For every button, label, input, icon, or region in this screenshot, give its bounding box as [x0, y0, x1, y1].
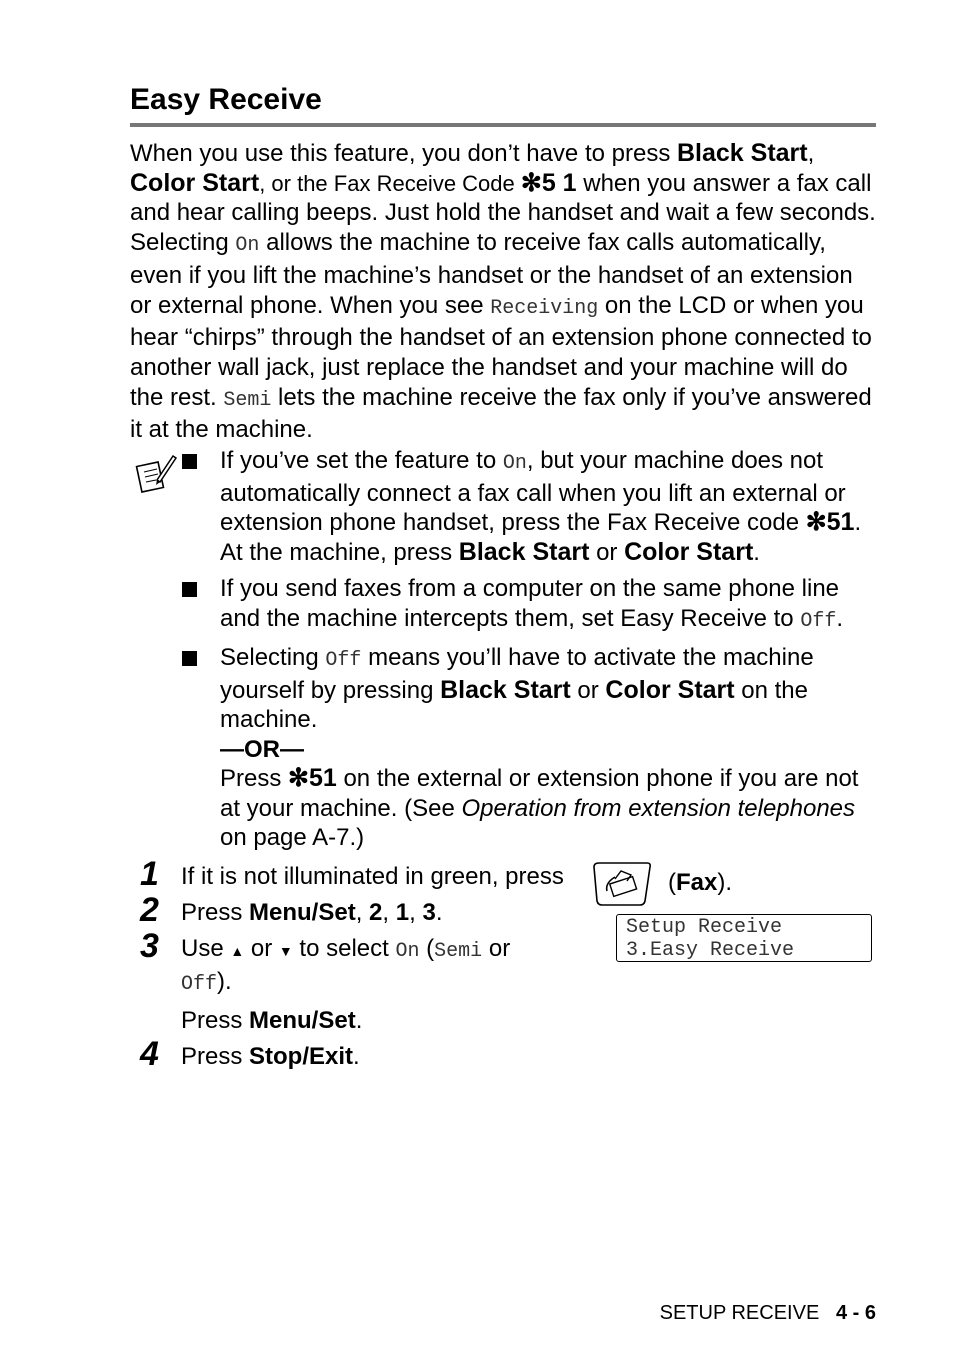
lcd-text-off: Off	[800, 609, 837, 633]
lcd-text-off: Off	[325, 649, 362, 672]
lcd-line-2: 3.Easy Receive	[626, 939, 795, 962]
step-number: 2	[140, 891, 159, 929]
arrow-up-icon: ▲	[230, 943, 245, 959]
lcd-text-on: On	[235, 234, 260, 258]
page-title: Easy Receive	[130, 83, 322, 116]
lcd-text-on: On	[502, 452, 527, 475]
key-black-start: Black Start	[458, 537, 590, 566]
or-separator: —OR—	[220, 735, 304, 763]
lcd-text-semi: Semi	[223, 388, 272, 412]
note-pencil-icon	[135, 450, 179, 494]
step-number: 1	[140, 855, 159, 893]
key-color-start: Color Start	[130, 168, 260, 197]
arrow-down-icon: ▼	[278, 943, 293, 959]
lcd-text-receiving: Receiving	[490, 296, 599, 320]
intro-paragraph: When you use this feature, you don’t have to press Black Start, Color Start, or the Fax Receive Code ✻5 1 when you answer a fax call and hear calling beeps. Just hold the handset and wait a few seconds. Selecting On allows the machine to receive fax calls automatically, even if you lift the machine’s handset or the handset of an extension or external phone. When you see Receiving on the LCD or when you hear “chirps” through the handset of an extension phone connected to another wall jack, just replace the handset and your machine will do the rest. Semi lets the machine receive the fax only if you’ve answered it at the machine.	[130, 139, 876, 444]
step-number: 4	[140, 1035, 159, 1073]
fax-receive-code: ✻51	[288, 764, 337, 792]
title-rule	[130, 123, 876, 127]
step-list	[140, 855, 580, 1073]
page-number: 4 - 6	[835, 1302, 876, 1324]
lcd-display	[616, 914, 872, 962]
bullet-icon	[182, 446, 220, 567]
fax-key-label: (Fax).	[668, 869, 733, 896]
key-color-start: Color Start	[605, 675, 735, 704]
bullet-icon	[182, 574, 220, 636]
key-black-start: Black Start	[440, 675, 571, 704]
step-item: 3 Use ▲ or ▼ to select On (Semi or Off). Press Menu/Set.	[140, 927, 511, 1034]
step-item: 1 If it is not illuminated in green, press	[140, 855, 564, 893]
note-item: Selecting Off means you’ll have to activate the machine yourself by pressing Black Start or Color Start on the machine. —OR— Press ✻51 on the external or extension phone if you are not at your machine. (See Operation from extension telephones on page A-7.)	[182, 643, 882, 853]
fax-receive-code: ✻51	[805, 508, 855, 536]
step-item: 2 Press Menu/Set, 2, 1, 3.	[140, 891, 443, 929]
fax-receive-code: ✻5 1	[520, 168, 577, 197]
step-number: 3	[140, 927, 159, 965]
cross-reference: Operation from extension telephones	[461, 794, 856, 822]
note-item: If you’ve set the feature to On, but your machine does not automatically connect a fax call when you lift an external or extension phone handset, press the Fax Receive code ✻51. At the machine, press Black Start or Color Start.	[182, 446, 882, 567]
bullet-icon	[182, 643, 220, 853]
lcd-line-1: Setup Receive	[626, 916, 783, 939]
key-color-start: Color Start	[624, 537, 754, 566]
note-list	[182, 446, 882, 853]
page-footer	[660, 1300, 876, 1326]
note-item: If you send faxes from a computer on the same phone line and the machine intercepts them, set Easy Receive to Off.	[182, 574, 882, 636]
footer-section: SETUP RECEIVE	[659, 1302, 820, 1324]
key-black-start: Black Start	[676, 139, 808, 167]
fax-key-icon	[593, 861, 653, 907]
step-item: 4 Press Stop/Exit.	[140, 1035, 360, 1073]
